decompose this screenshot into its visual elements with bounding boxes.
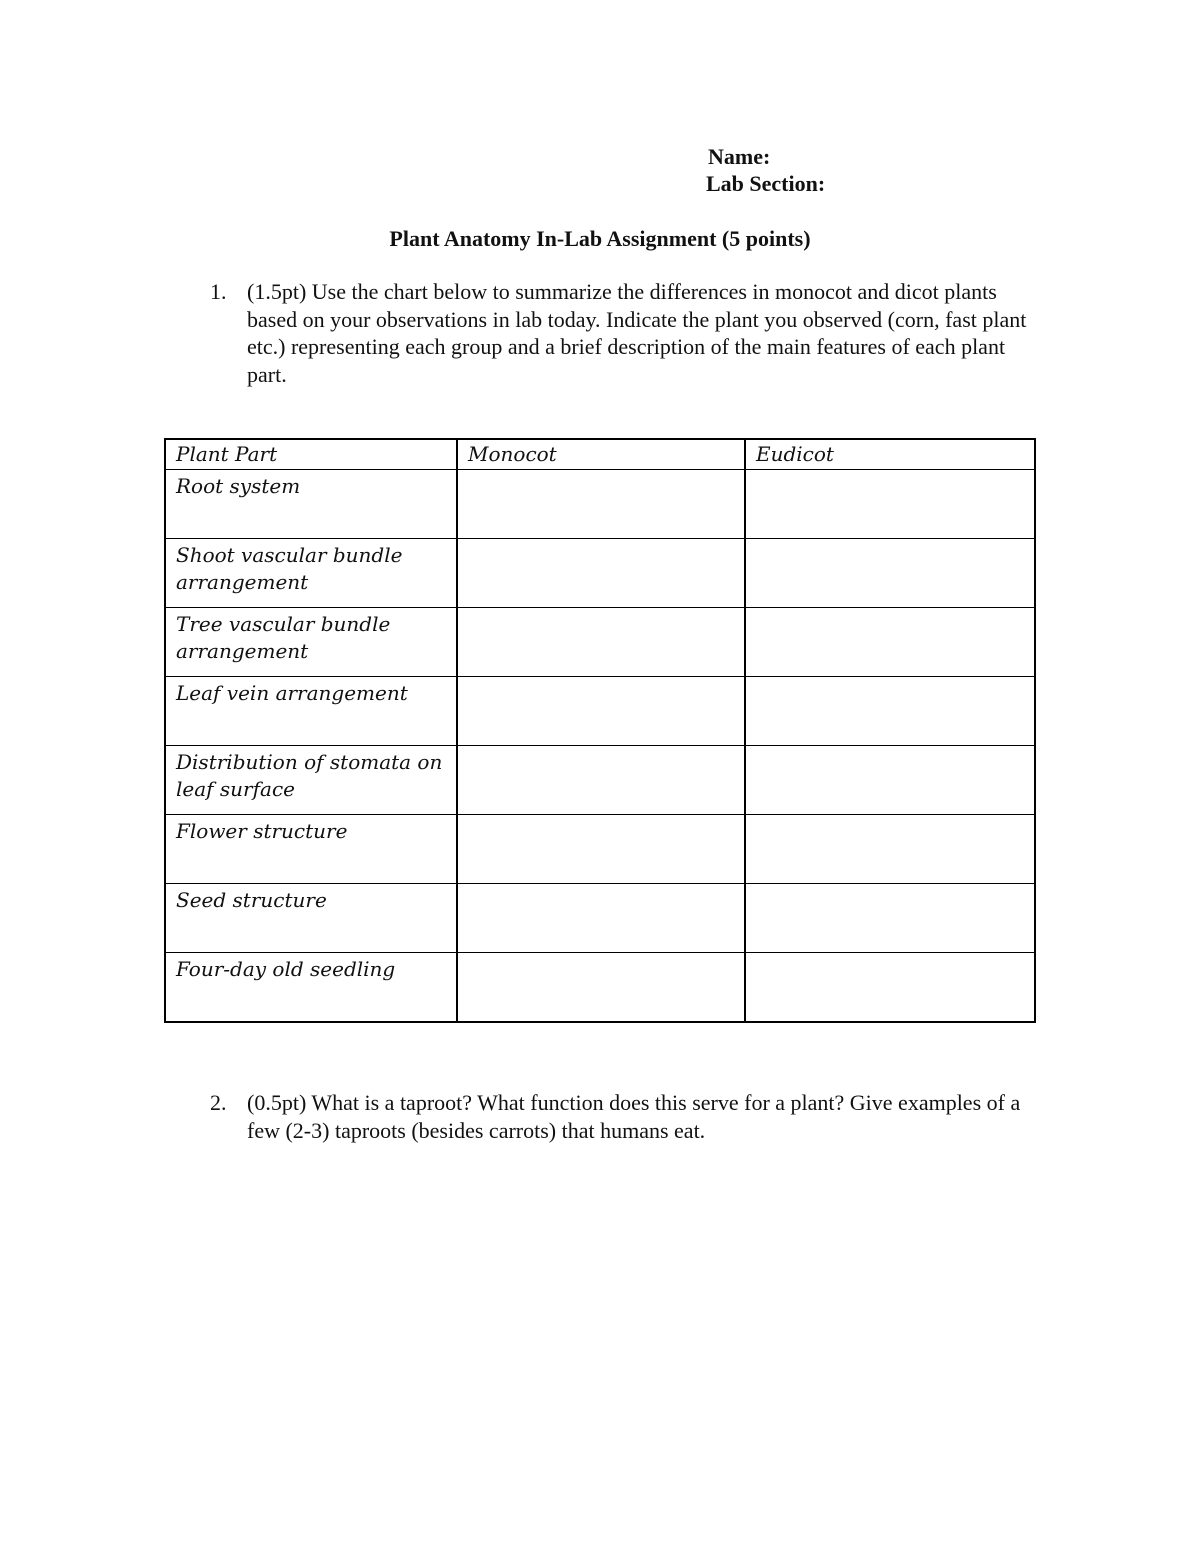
table-row [165, 539, 1035, 608]
monocot-cell[interactable] [457, 677, 745, 746]
question-1 [210, 278, 1030, 388]
plant-part-cell: Four-day old seedling [165, 953, 457, 1022]
question-number: 2. [210, 1090, 227, 1115]
eudicot-cell[interactable] [745, 470, 1035, 539]
name-label: Name: [708, 144, 771, 169]
monocot-cell[interactable] [457, 470, 745, 539]
table-row [165, 608, 1035, 677]
monocot-cell[interactable] [457, 884, 745, 953]
monocot-cell[interactable] [457, 746, 745, 815]
plant-part-cell: Seed structure [165, 884, 457, 953]
eudicot-cell[interactable] [745, 746, 1035, 815]
eudicot-cell[interactable] [745, 884, 1035, 953]
header-eudicot: Eudicot [745, 439, 1035, 470]
eudicot-cell[interactable] [745, 608, 1035, 677]
page-title: Plant Anatomy In-Lab Assignment (5 points) [389, 226, 811, 251]
eudicot-cell[interactable] [745, 677, 1035, 746]
plant-part-cell: Shoot vascular bundle arrangement [165, 539, 457, 608]
plant-part-cell: Tree vascular bundle arrangement [165, 608, 457, 677]
table-header-row [165, 439, 1035, 470]
table-row [165, 815, 1035, 884]
eudicot-cell[interactable] [745, 953, 1035, 1022]
plant-part-cell: Root system [165, 470, 457, 539]
eudicot-cell[interactable] [745, 815, 1035, 884]
question-number: 1. [210, 279, 227, 304]
comparison-table [164, 438, 1036, 1023]
eudicot-cell[interactable] [745, 539, 1035, 608]
table-row [165, 953, 1035, 1022]
lab-section-label: Lab Section: [706, 171, 826, 196]
table-row [165, 884, 1035, 953]
plant-part-cell: Leaf vein arrangement [165, 677, 457, 746]
header-plant-part: Plant Part [165, 439, 457, 470]
question-2 [210, 1089, 1030, 1144]
question-text: (1.5pt) Use the chart below to summarize the differences in monocot and dicot plants based on your observations in lab today. Indicate the plant you observed (corn, fast plant etc.) representing each group and a brief description of the main features of each plant part. [247, 279, 1027, 387]
table-row [165, 470, 1035, 539]
monocot-cell[interactable] [457, 608, 745, 677]
plant-part-cell: Distribution of stomata on leaf surface [165, 746, 457, 815]
plant-part-cell: Flower structure [165, 815, 457, 884]
monocot-cell[interactable] [457, 539, 745, 608]
monocot-cell[interactable] [457, 815, 745, 884]
monocot-cell[interactable] [457, 953, 745, 1022]
question-text: (0.5pt) What is a taproot? What function does this serve for a plant? Give examples of a few (2-3) taproots (besides carrots) that humans eat. [247, 1090, 1021, 1143]
table-row [165, 677, 1035, 746]
header-monocot: Monocot [457, 439, 745, 470]
table-row [165, 746, 1035, 815]
